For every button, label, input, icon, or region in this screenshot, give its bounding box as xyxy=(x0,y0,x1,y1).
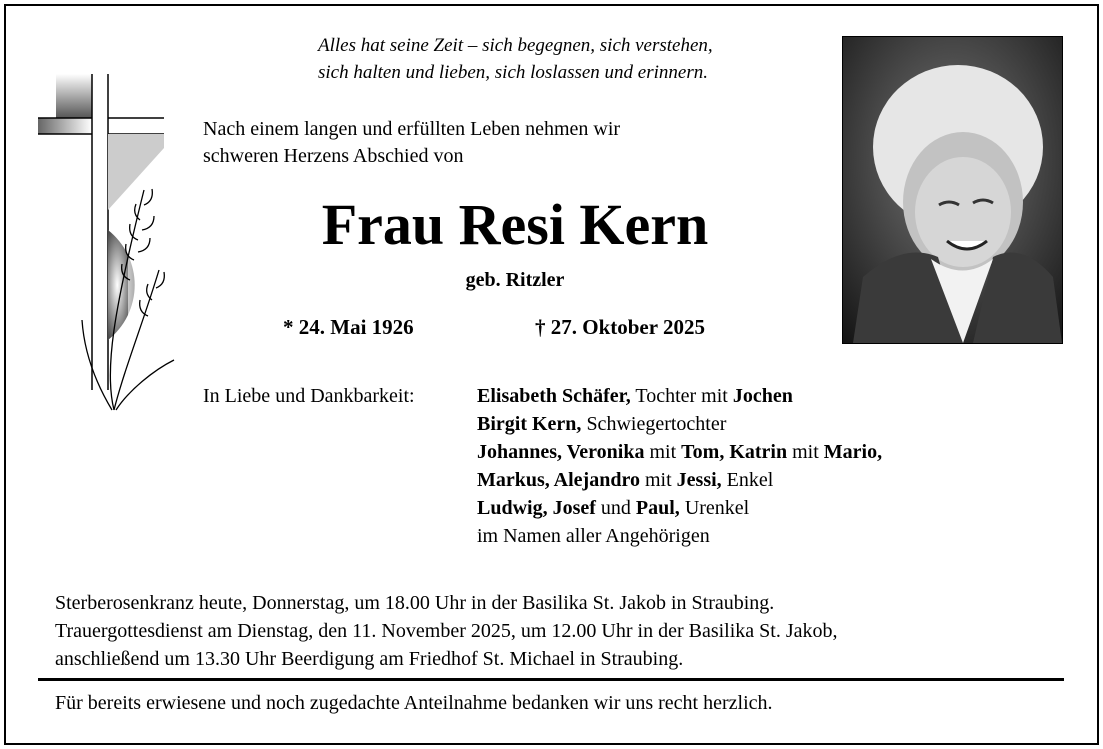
death-date: † 27. Oktober 2025 xyxy=(535,315,705,339)
mourner-line xyxy=(477,522,882,550)
birth-name: geb. Ritzler xyxy=(465,269,565,291)
service-line-3: anschließend um 13.30 Uhr Beerdigung am Friedhof St. Michael in Straubing. xyxy=(55,648,684,670)
intro-line-1: Nach einem langen und erfüllten Leben nehmen wir xyxy=(203,118,621,140)
divider xyxy=(38,678,1064,681)
mourner-line xyxy=(477,494,882,522)
service-line-1: Sterberosenkranz heute, Donnerstag, um 18.00 Uhr in der Basilika St. Jakob in Straubing. xyxy=(55,592,775,614)
mourner-segment: Jochen xyxy=(732,385,793,407)
mourner-segment: Elisabeth Schäfer, xyxy=(477,385,631,407)
deceased-name: Frau Resi Kern xyxy=(321,192,709,257)
service-line-2: Trauergottesdienst am Dienstag, den 11. November 2025, um 12.00 Uhr in der Basilika St. Jakob, xyxy=(55,620,838,642)
cross-with-wheat-icon xyxy=(34,70,184,420)
portrait-photo xyxy=(842,36,1063,344)
mourner-segment: Tom, Katrin xyxy=(681,441,788,463)
mourner-segment: mit xyxy=(639,469,677,491)
mourner-segment: Johannes, Veronika xyxy=(477,441,645,463)
closing-thanks: Für bereits erwiesene und noch zugedachte Anteilnahme bedanken wir uns recht herzlich. xyxy=(55,692,773,714)
intro-text xyxy=(203,116,620,170)
intro-line-2: schweren Herzens Abschied von xyxy=(203,145,464,167)
mourner-segment: Birgit Kern, xyxy=(477,413,582,435)
mourner-segment: Tochter mit xyxy=(630,385,733,407)
epigraph-quote xyxy=(318,32,838,86)
mourner-segment: im Namen aller Angehörigen xyxy=(477,525,710,547)
mourner-line xyxy=(477,438,882,466)
mourner-segment: Schwiegertochter xyxy=(581,413,727,435)
mourner-segment: Urenkel xyxy=(679,497,750,519)
mourner-segment: mit xyxy=(644,441,682,463)
mourner-segment: mit xyxy=(787,441,824,463)
mourner-segment: Mario, xyxy=(823,441,883,463)
mourners-label: In Liebe und Dankbarkeit: xyxy=(203,385,415,407)
mourner-segment: Ludwig, Josef xyxy=(477,497,596,519)
mourner-segment: Paul, xyxy=(635,497,680,519)
quote-line-1: Alles hat seine Zeit – sich begegnen, sich verstehen, xyxy=(318,35,713,56)
quote-line-2: sich halten und lieben, sich loslassen und erinnern. xyxy=(318,62,708,83)
mourner-segment: Jessi, xyxy=(676,469,722,491)
mourners-list xyxy=(477,382,882,550)
mourner-segment: Enkel xyxy=(721,469,774,491)
mourner-line xyxy=(477,466,882,494)
service-details xyxy=(55,589,838,673)
birth-date: * 24. Mai 1926 xyxy=(283,315,414,339)
mourner-line xyxy=(477,382,882,410)
mourner-segment: und xyxy=(595,497,636,519)
mourner-line xyxy=(477,410,882,438)
mourner-segment: Markus, Alejandro xyxy=(477,469,640,491)
